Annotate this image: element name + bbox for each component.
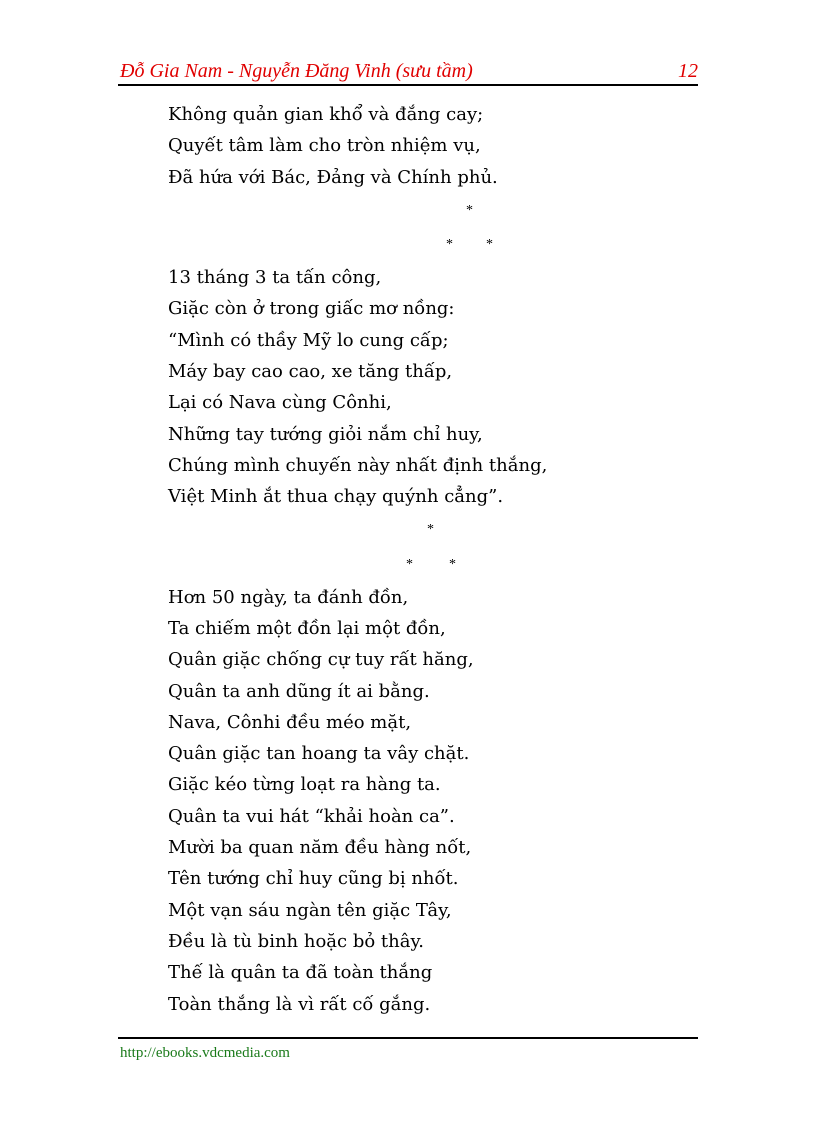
- poem-line: Nava, Cônhi đều méo mặt,: [168, 711, 412, 733]
- poem-line: Một vạn sáu ngàn tên giặc Tây,: [168, 899, 452, 921]
- poem-line: Ta chiếm một đồn lại một đồn,: [168, 617, 446, 639]
- poem-line: Chúng mình chuyến này nhất định thắng,: [168, 454, 548, 476]
- separator-star: *: [486, 237, 493, 253]
- separator-bottom: [168, 547, 688, 582]
- page-number: 12: [678, 60, 698, 82]
- poem-line: Mười ba quan năm đều hàng nốt,: [168, 837, 472, 859]
- poem-line: Tên tướng chỉ huy cũng bị nhốt.: [168, 868, 459, 890]
- separator-star: *: [406, 557, 413, 573]
- poem-line: “Mình có thầy Mỹ lo cung cấp;: [168, 329, 449, 351]
- poem-line: Quân ta vui hát “khải hoàn ca”.: [168, 805, 455, 827]
- poem-line: Đều là tù binh hoặc bỏ thây.: [168, 930, 424, 952]
- footer-url: http://ebooks.vdcmedia.com: [120, 1045, 290, 1061]
- poem-body: [168, 99, 688, 1020]
- poem-line: Giặc kéo từng loạt ra hàng ta.: [168, 774, 441, 796]
- separator-top: [168, 512, 688, 547]
- header-title: Đỗ Gia Nam - Nguyễn Đăng Vinh (sưu tầm): [120, 60, 473, 82]
- poem-line: Những tay tướng giỏi nắm chỉ huy,: [168, 423, 483, 445]
- poem-line: Máy bay cao cao, xe tăng thấp,: [168, 360, 453, 382]
- poem-line: 13 tháng 3 ta tấn công,: [168, 267, 382, 289]
- poem-line: Quân giặc chống cự tuy rất hăng,: [168, 649, 474, 671]
- poem-line: Giặc còn ở trong giấc mơ nồng:: [168, 298, 455, 320]
- poem-line: Lại có Nava cùng Cônhi,: [168, 392, 392, 414]
- poem-line: Thế là quân ta đã toàn thắng: [168, 962, 433, 984]
- poem-line: Hơn 50 ngày, ta đánh đồn,: [168, 586, 409, 608]
- separator-star: *: [427, 522, 434, 538]
- poem-line: Đã hứa với Bác, Đảng và Chính phủ.: [168, 166, 498, 188]
- poem-line: Quyết tâm làm cho tròn nhiệm vụ,: [168, 135, 481, 157]
- separator-star: *: [449, 557, 456, 573]
- poem-line: Không quản gian khổ và đắng cay;: [168, 104, 484, 125]
- separator-star: *: [446, 237, 453, 253]
- separator-top: [168, 193, 688, 228]
- poem-line: Toàn thắng là vì rất cố gắng.: [168, 993, 431, 1015]
- poem-line: Việt Minh ắt thua chạy quýnh cẳng”.: [168, 486, 504, 508]
- separator-star: *: [466, 202, 473, 218]
- poem-line: Quân ta anh dũng ít ai bằng.: [168, 680, 430, 702]
- separator-bottom: [168, 227, 688, 262]
- page-header: [118, 58, 698, 86]
- poem-line: Quân giặc tan hoang ta vây chặt.: [168, 743, 470, 765]
- page-footer: [118, 1037, 698, 1061]
